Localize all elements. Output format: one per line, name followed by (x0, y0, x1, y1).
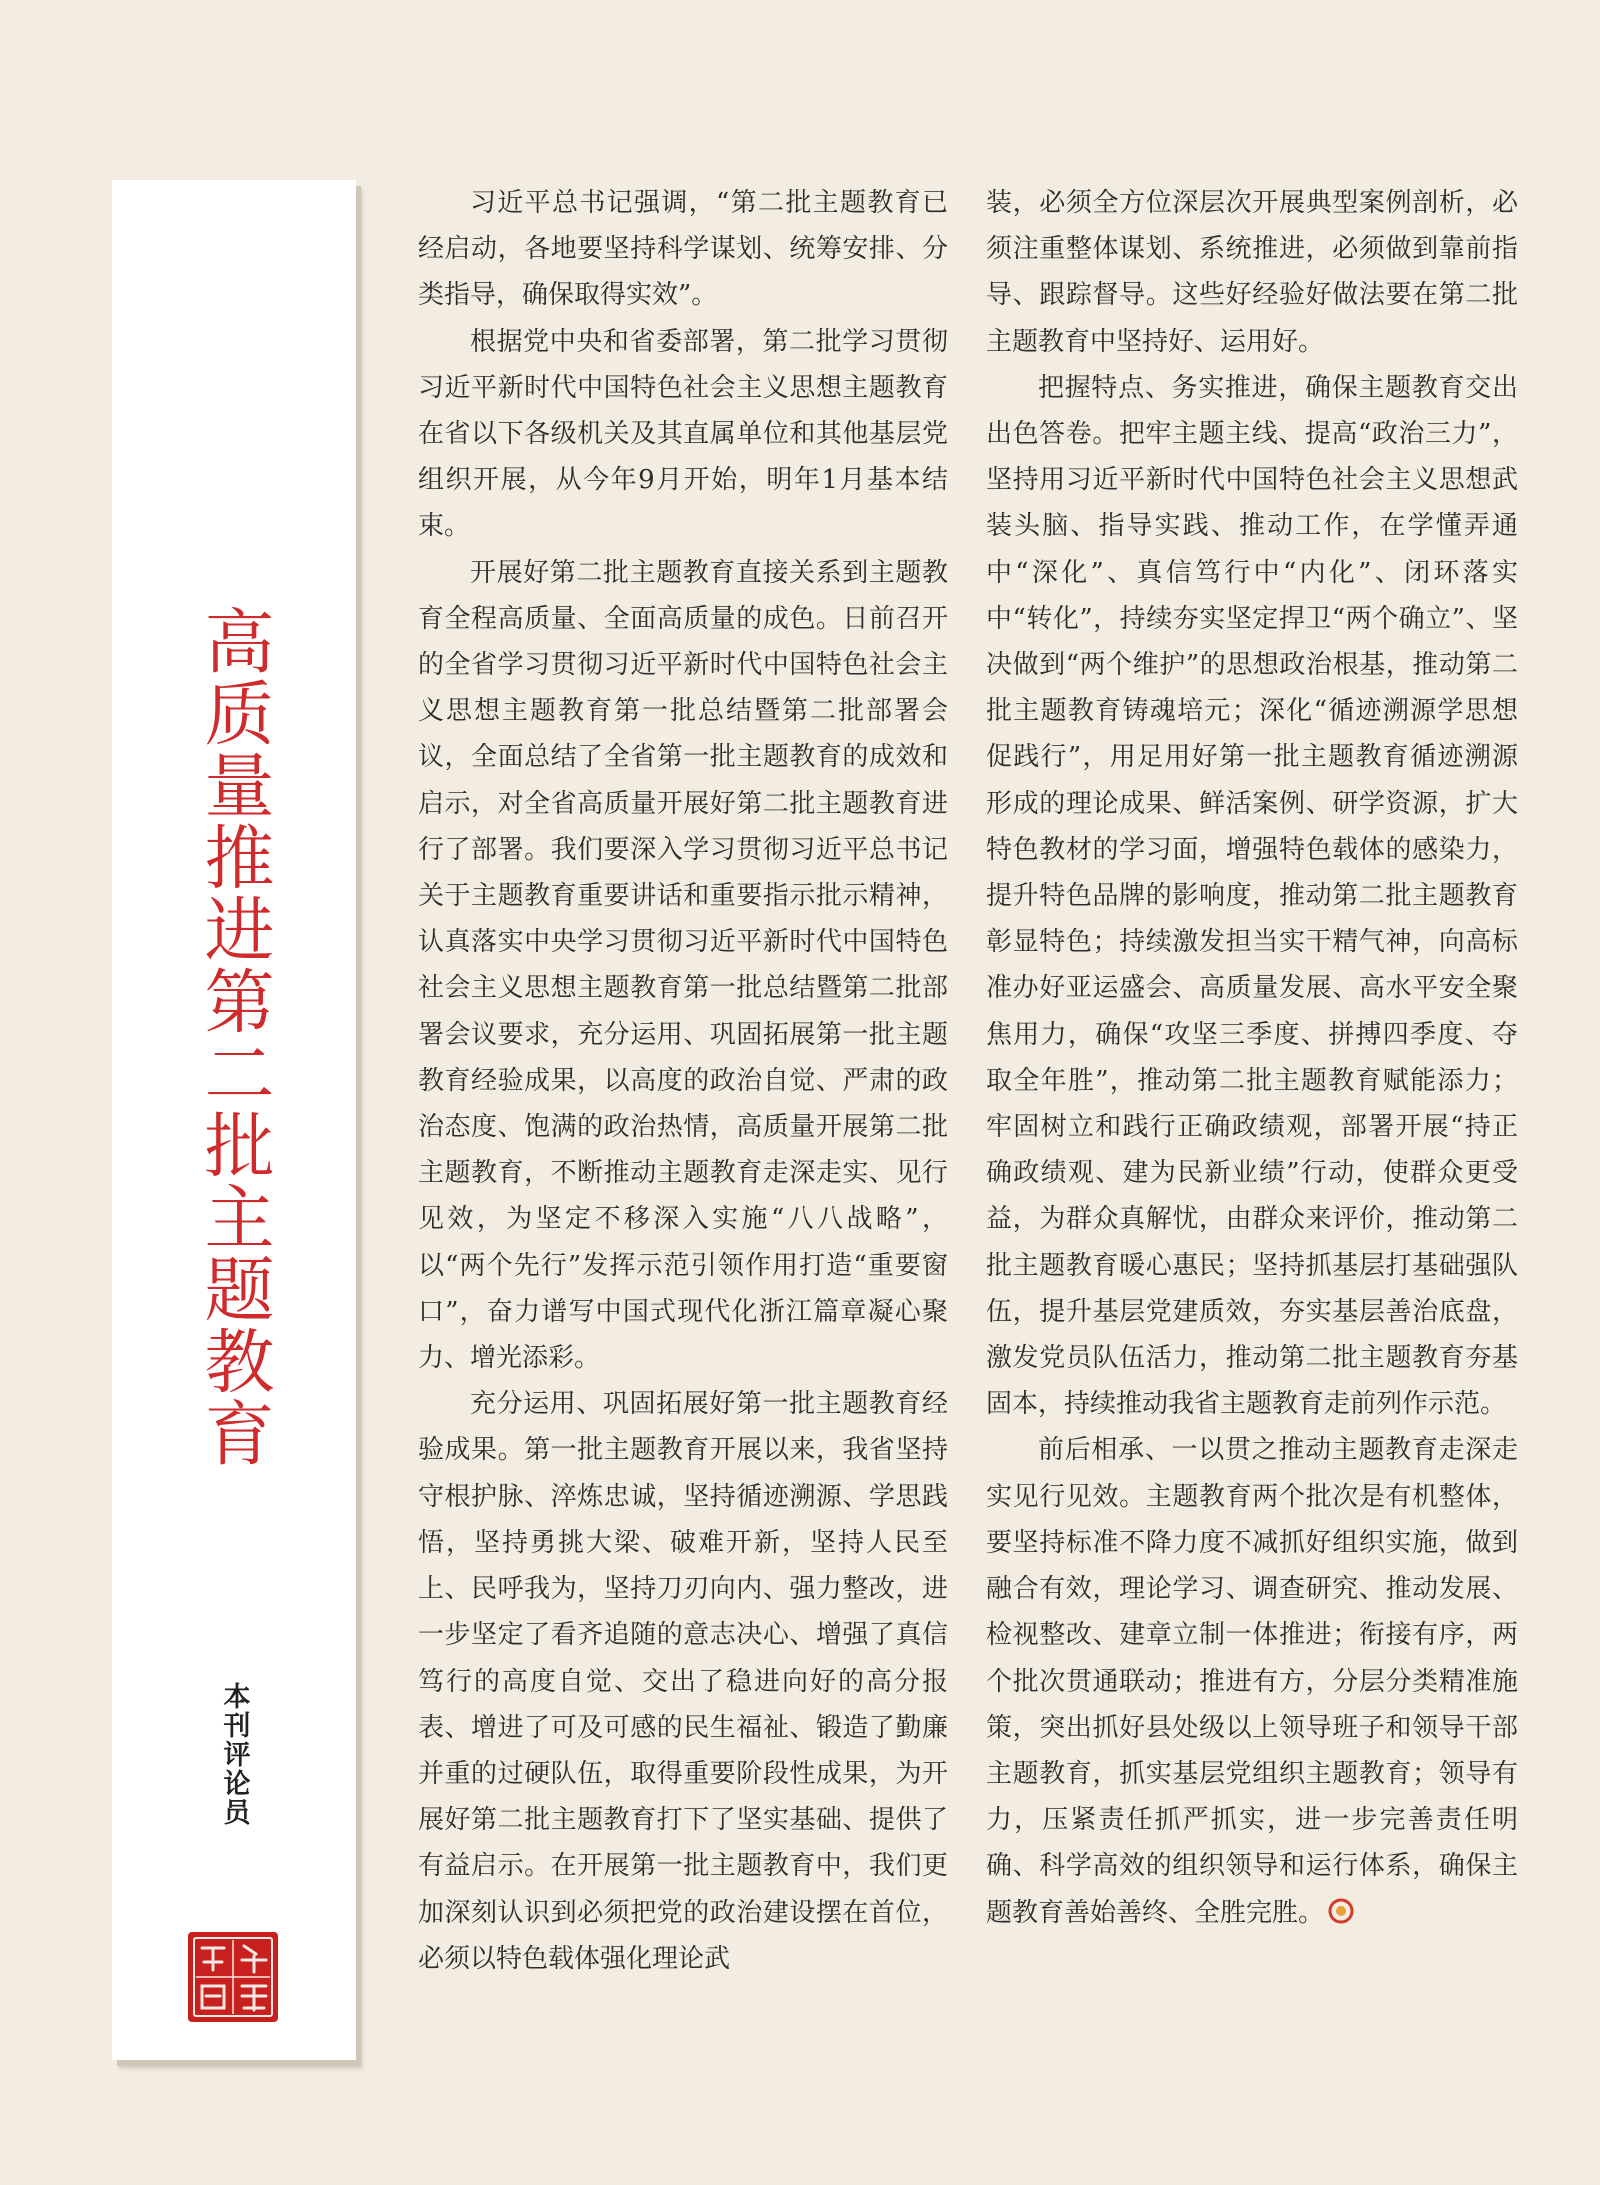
end-mark-icon (1328, 1898, 1354, 1924)
article-column-left (418, 180, 948, 1982)
article-title: 高质量推进第二批主题教育 (193, 605, 275, 1469)
author-byline: 本刊评论员 (218, 1682, 250, 1827)
seal-stamp-icon (186, 1930, 280, 2024)
paragraph: 装，必须全方位深层次开展典型案例剖析，必须注重整体谋划、系统推进，必须做到靠前指导、跟踪督导。这些好经验好做法要在第二批主题教育中坚持好、运用好。 (986, 188, 1518, 357)
paragraph: 把握特点、务实推进，确保主题教育交出出色答卷。把牢主题主线、提高“政治三力”，坚持用习近平新时代中国特色社会主义思想武装头脑、指导实践、推动工作，在学懂弄通中“深化”、真信笃行中“内化”、闭环落实中“转化”，持续夯实坚定捍卫“两个确立”、坚决做到“两个维护”的思想政治根基，推动第二批主题教育铸魂培元；深化“循迹溯源学思想促践行”，用足用好第一批主题教育循迹溯源形成的理论成果、鲜活案例、研学资源，扩大特色教材的学习面，增强特色载体的感染力，提升特色品牌的影响度，推动第二批主题教育彰显特色；持续激发担当实干精气神，向高标准办好亚运盛会、高质量发展、高水平安全聚焦用力，确保“攻坚三季度、拼搏四季度、夺取全年胜”，推动第二批主题教育赋能添力；牢固树立和践行正确政绩观，部署开展“持正确政绩观、建为民新业绩”行动，使群众更受益，为群众真解忧，由群众来评价，推动第二批主题教育暖心惠民；坚持抓基层打基础强队伍，提升基层党建质效，夯实基层善治底盘，激发党员队伍活力，推动第二批主题教育夯基固本，持续推动我省主题教育走前列作示范。 (986, 372, 1518, 1420)
paragraph: 根据党中央和省委部署，第二批学习贯彻习近平新时代中国特色社会主义思想主题教育在省以下各级机关及其直属单位和其他基层党组织开展，从今年9月开始，明年1月基本结束。 (418, 326, 948, 542)
paragraph: 充分运用、巩固拓展好第一批主题教育经验成果。第一批主题教育开展以来，我省坚持守根护脉、淬炼忠诚，坚持循迹溯源、学思践悟，坚持勇挑大梁、破难开新，坚持人民至上、民呼我为，坚持刀刃向内、强力整改，进一步坚定了看齐追随的意志决心、增强了真信笃行的高度自觉、交出了稳进向好的高分报表、增进了可及可感的民生福祉、锻造了勤廉并重的过硬队伍，取得重要阶段性成果，为开展好第二批主题教育打下了坚实基础、提供了有益启示。在开展第一批主题教育中，我们更加深刻认识到必须把党的政治建设摆在首位，必须以特色载体强化理论武 (418, 1389, 948, 1974)
sidebar-card (112, 180, 356, 2060)
paragraph: 开展好第二批主题教育直接关系到主题教育全程高质量、全面高质量的成色。日前召开的全省学习贯彻习近平新时代中国特色社会主义思想主题教育第一批总结暨第二批部署会议，全面总结了全省第一批主题教育的成效和启示，对全省高质量开展好第二批主题教育进行了部署。我们要深入学习贯彻习近平总书记关于主题教育重要讲话和重要指示批示精神，认真落实中央学习贯彻习近平新时代中国特色社会主义思想主题教育第一批总结暨第二批部署会议要求，充分运用、巩固拓展第一批主题教育经验成果，以高度的政治自觉、严肃的政治态度、饱满的政治热情，高质量开展第二批主题教育，不断推动主题教育走深走实、见行见效，为坚定不移深入实施“八八战略”，以“两个先行”发挥示范引领作用打造“重要窗口”，奋力谱写中国式现代化浙江篇章凝心聚力、增光添彩。 (418, 557, 948, 1374)
paragraph: 习近平总书记强调，“第二批主题教育已经启动，各地要坚持科学谋划、统筹安排、分类指导，确保取得实效”。 (418, 188, 948, 311)
article-column-right (986, 180, 1518, 1936)
paragraph-text: 前后相承、一以贯之推动主题教育走深走实见行见效。主题教育两个批次是有机整体，要坚持标准不降力度不减抓好组织实施，做到融合有效，理论学习、调查研究、推动发展、检视整改、建章立制一体推进；衔接有序，两个批次贯通联动；推进有方，分层分类精准施策，突出抓好县处级以上领导班子和领导干部主题教育，抓实基层党组织主题教育；领导有力，压紧责任抓严抓实，进一步完善责任明确、科学高效的组织领导和运行体系，确保主题教育善始善终、全胜完胜。 (986, 1435, 1518, 1928)
paragraph (986, 1427, 1518, 1935)
